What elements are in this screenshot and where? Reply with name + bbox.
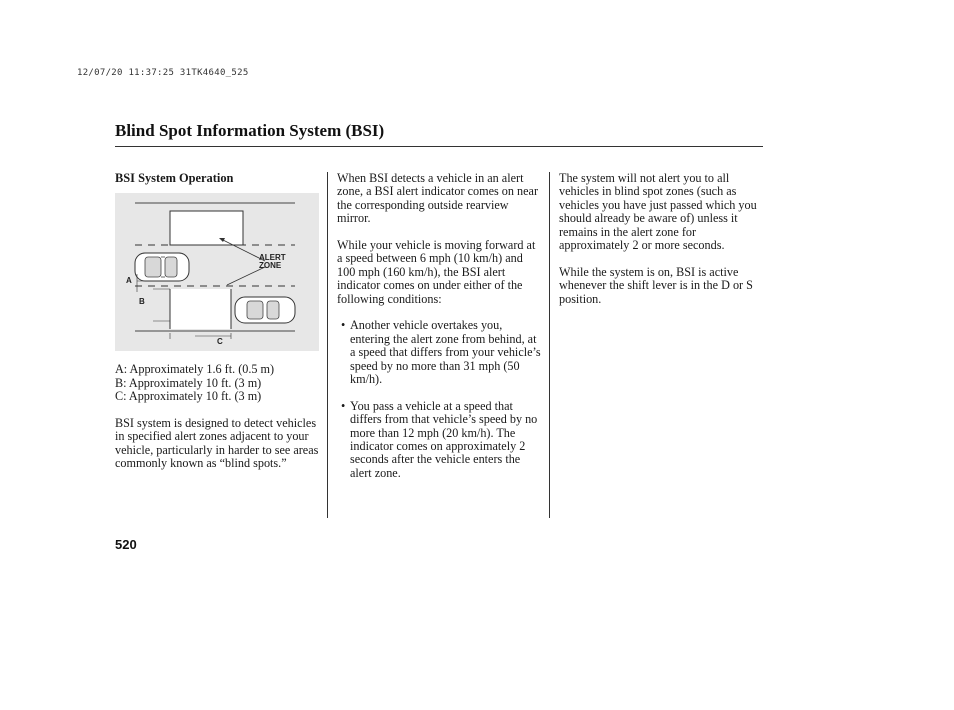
- conditions-list: [337, 319, 542, 480]
- section-heading: BSI System Operation: [115, 171, 234, 185]
- list-item: [337, 400, 542, 480]
- dimension-a-text: A: Approximately 1.6 ft. (0.5 m): [115, 362, 275, 377]
- own-vehicle-icon: [135, 253, 189, 281]
- alert-indicator-paragraph: When BSI detects a vehicle in an alert zone, a BSI alert indicator comes on near the corresponding outside rearview mirror.: [337, 171, 539, 226]
- alert-zone-label-line2: ZONE: [259, 261, 282, 271]
- column-divider-2: [549, 172, 550, 518]
- bullet-icon: •: [341, 318, 346, 333]
- bsi-diagram: [115, 193, 319, 351]
- title-rule: [115, 146, 763, 147]
- column-1: [115, 172, 320, 484]
- dimension-c-label: C: [217, 337, 223, 347]
- speed-conditions-paragraph: While your vehicle is moving forward at a speed between 6 mph (10 km/h) and 100 mph (160 km/h), the BSI alert indicator comes on under either of the following conditions:: [337, 238, 536, 306]
- dimension-b-label: B: [139, 297, 145, 307]
- active-condition-paragraph: While the system is on, BSI is active whenever the shift lever is in the D or S position.: [559, 264, 753, 306]
- alert-zone-label-line1: ALERT: [259, 253, 286, 263]
- page-title: Blind Spot Information System (BSI): [115, 121, 385, 140]
- bullet-icon: •: [341, 398, 346, 413]
- dimension-c-text: C: Approximately 10 ft. (3 m): [115, 389, 262, 404]
- column-2: [337, 172, 542, 494]
- dimension-b-text: B: Approximately 10 ft. (3 m): [115, 375, 262, 390]
- alert-limitation-paragraph: The system will not alert you to all vehicles in blind spot zones (such as vehicles you have just passed which you should already be aware of) unless it remains in the alert zone for approximately 2 or more seconds.: [559, 171, 757, 253]
- list-item-text: Another vehicle overtakes you, entering the alert zone from behind, at a speed that differs from your vehicle’s speed by no more than 31 mph (50 km/h).: [350, 318, 541, 387]
- bsi-diagram-drawing: [115, 193, 319, 351]
- list-item: [337, 319, 542, 386]
- other-vehicle-icon: [235, 297, 295, 323]
- dimension-a-label: A: [126, 276, 132, 286]
- alert-zone-label: [259, 254, 286, 270]
- column-3: [559, 172, 764, 319]
- list-item-text: You pass a vehicle at a speed that differs from that vehicle’s speed by no more than 12 mph (20 km/h). The indicator comes on approximately 2 seconds after the vehicle enters the alert zone.: [350, 398, 538, 480]
- print-stamp: 12/07/20 11:37:25 31TK4640_525: [77, 68, 249, 78]
- page-number: 520: [115, 537, 137, 552]
- bsi-description-paragraph: BSI system is designed to detect vehicles in specified alert zones adjacent to your vehicle, particularly in harder to see areas commonly known as “blind spots.”: [115, 416, 319, 471]
- column-divider-1: [327, 172, 328, 518]
- dimension-list: [115, 363, 320, 403]
